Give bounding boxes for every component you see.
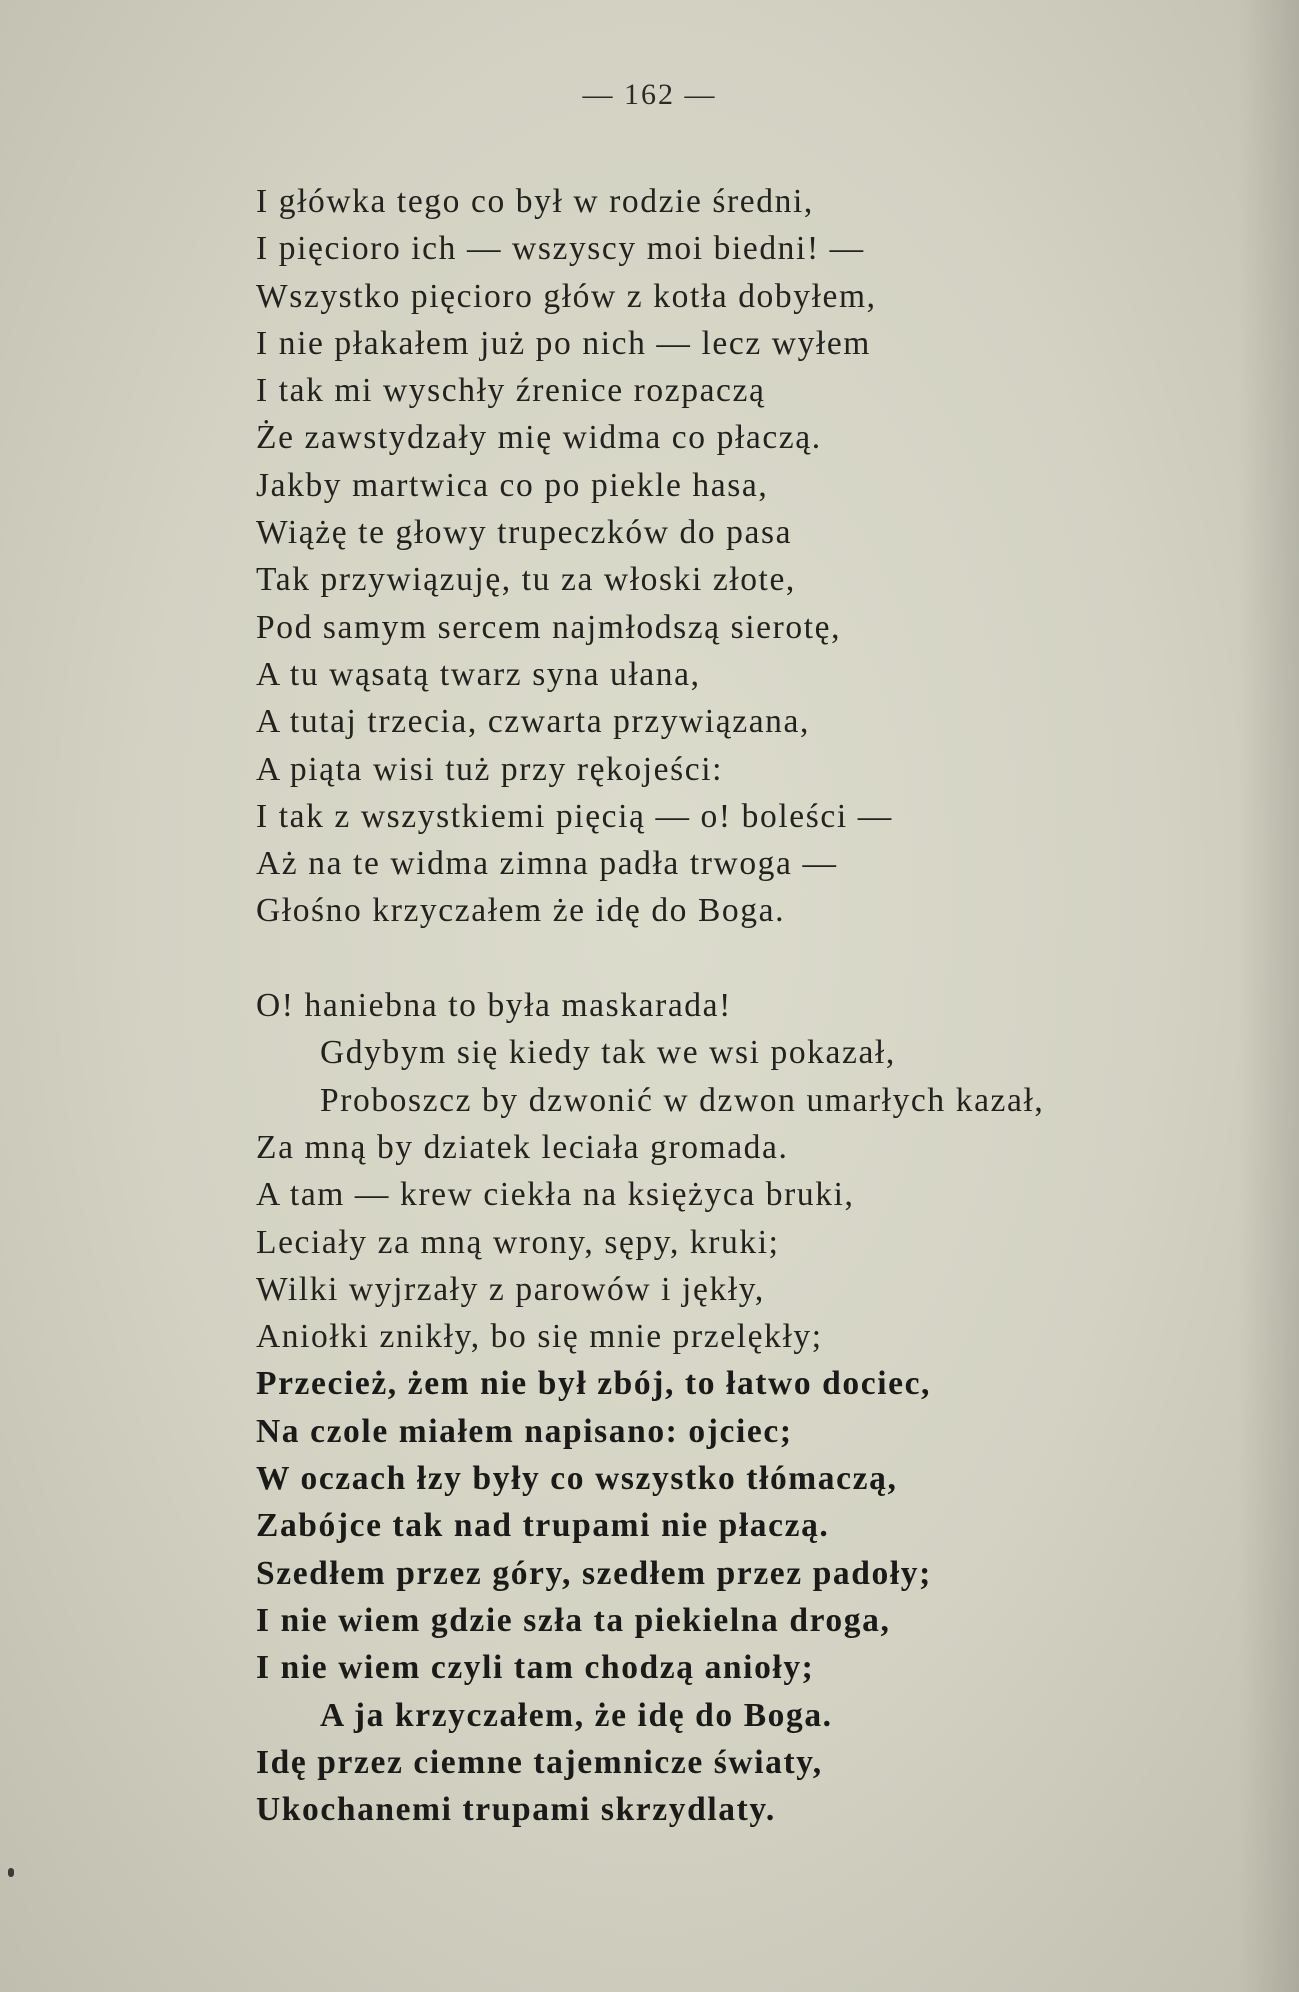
poem-line: Wszystko pięcioro głów z kotła dobyłem, (256, 277, 877, 315)
poem-line: Wiążę te głowy trupeczków do pasa (256, 514, 793, 552)
poem-line: I nie płakałem już po nich — lecz wyłem (256, 324, 871, 362)
poem-line: Szedłem przez góry, szedłem przez padoły; (256, 1554, 932, 1592)
poem-line: A tutaj trzecia, czwarta przywiązana, (256, 703, 810, 741)
poem-line: A ja krzyczałem, że idę do Boga. (320, 1696, 833, 1734)
poem-line: Tak przywiązuję, tu za włoski złote, (256, 561, 796, 599)
poem-line: W oczach łzy były co wszystko tłómaczą, (256, 1460, 898, 1498)
poem-line: A piąta wisi tuż przy rękojeści: (256, 750, 724, 788)
poem-line: Aż na te widma zimna padła trwoga — (256, 845, 838, 883)
poem-line: Wilki wyjrzały z parowów i jękły, (256, 1270, 765, 1308)
poem-line: Głośno krzyczałem że idę do Boga. (256, 892, 786, 930)
poem-line: I tak z wszystkiemi pięcią — o! boleści — (256, 797, 893, 835)
poem-line: Zabójce tak nad trupami nie płaczą. (256, 1507, 830, 1545)
page-number: — 162 — (582, 78, 717, 111)
poem-line: Za mną by dziatek leciała gromada. (256, 1128, 789, 1166)
poem-line: Pod samym sercem najmłodszą sierotę, (256, 608, 842, 646)
poem-line: Leciały za mną wrony, sępy, kruki; (256, 1223, 780, 1261)
poem-line: A tu wąsatą twarz syna ułana, (256, 655, 701, 693)
poem-line: Na czole miałem napisano: ojciec; (256, 1412, 793, 1450)
poem-text (256, 178, 1256, 1833)
poem-line: I główka tego co był w rodzie średni, (256, 183, 814, 220)
poem-line: Jakby martwica co po piekle hasa, (256, 466, 769, 504)
stanza-break (256, 935, 1256, 982)
poem-line: A tam — krew ciekła na księżyca bruki, (256, 1176, 855, 1214)
poem-line: Gdybym się kiedy tak we wsi pokazał, (320, 1034, 896, 1072)
poem-line: Idę przez ciemne tajemnicze światy, (256, 1743, 823, 1781)
stanza-1 (256, 178, 1256, 935)
poem-line: I pięcioro ich — wszyscy moi biedni! — (256, 230, 865, 268)
stanza-2 (256, 982, 1256, 1833)
poem-line: Aniołki znikły, bo się mnie przelękły; (256, 1318, 823, 1356)
ink-speck (8, 1868, 14, 1877)
poem-line: Ukochanemi trupami skrzydlaty. (256, 1791, 776, 1829)
poem-line: I nie wiem gdzie szła ta piekielna droga, (256, 1601, 891, 1639)
poem-line: I tak mi wyschły źrenice rozpaczą (256, 372, 766, 410)
poem-line: Że zawstydzały mię widma co płaczą. (256, 419, 822, 457)
poem-line: Przecież, żem nie był zbój, to łatwo dociec, (256, 1365, 932, 1403)
poem-line: O! haniebna to była maskarada! (256, 987, 732, 1025)
poem-line: Proboszcz by dzwonić w dzwon umarłych kazał, (320, 1081, 1045, 1119)
poem-line: I nie wiem czyli tam chodzą anioły; (256, 1649, 815, 1687)
